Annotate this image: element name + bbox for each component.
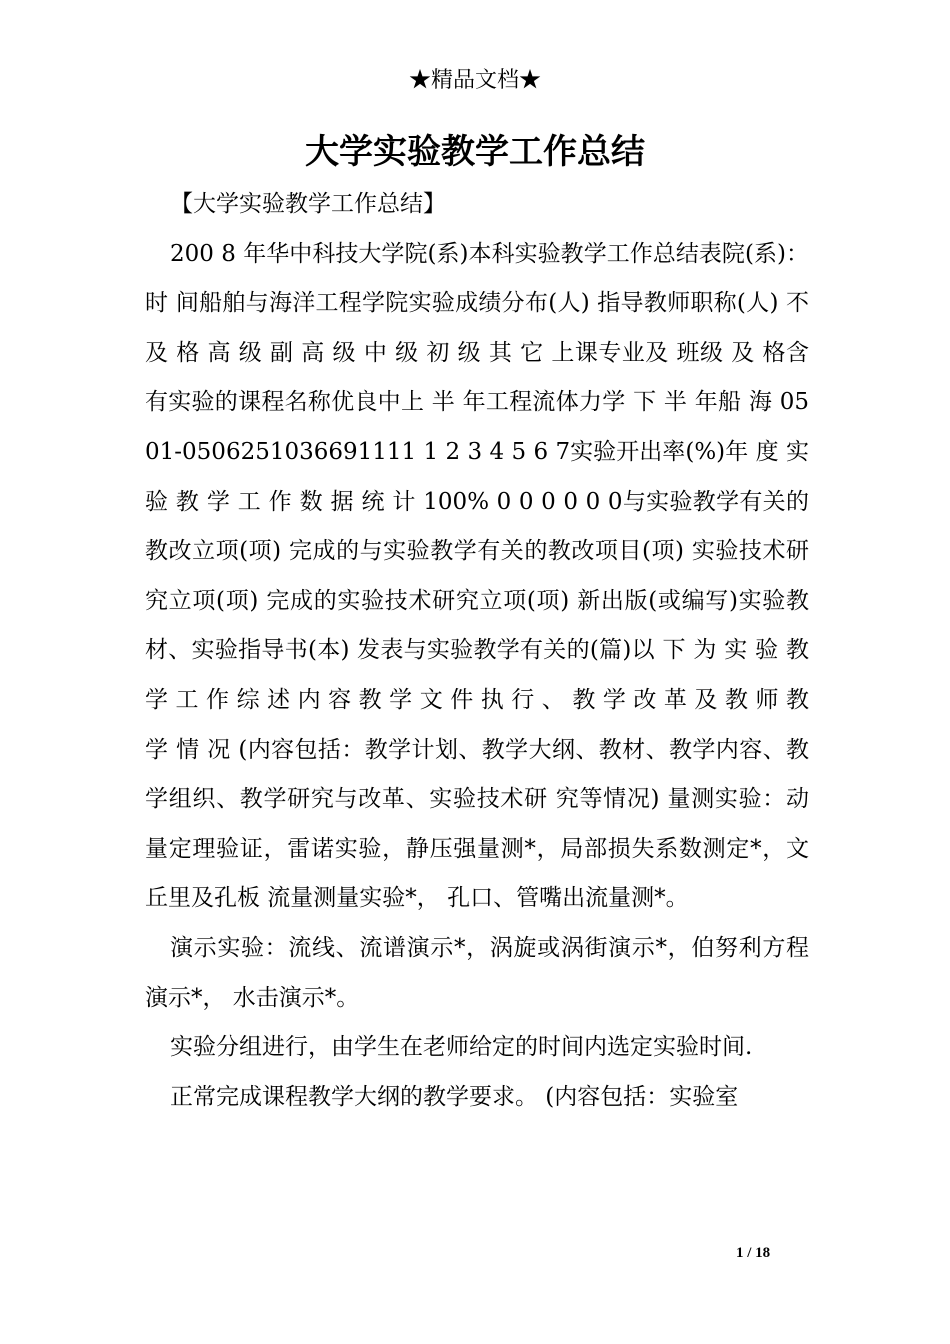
body-paragraph: 200 8 年华中科技大学院(系)本科实验教学工作总结表院(系)：时 间船舶与海洋工程学院实验成绩分布(人) 指导教师职称(人) 不 及 格 高 级 副 高 级 中 级 初 级 其 它 上课专业及 班级 及 格含有实验的课程名称优良中上 半 年工程流体力学 下 半 年船 海 0501-0506251036691111 1 2 3 4 5 6 7实验开出率(%)年 度 实 验 教 学 工 作 数 据 统 计 100% 0 0 0 0 0 0与实验教学有关的教改立项(项) 完成的与实验教学有关的教改项目(项) 实验技术研究立项(项) 完成的实验技术研究立项(项) 新出版(或编写)实验教材、实验指导书(本) 发表与实验教学有关的(篇)以 下 为 实 验 教 学 工 作 综 述 内 容 教 学 文 件 执 行 、 教 学 改 革 及 教 师 教 学 情 况 (内容包括：教学计划、教学大纲、教材、教学内容、教学组织、教学研究与改革、实验技术研 究等情况) 量测实验：动量定理验证，雷诺实验，静压强量测*，局部损失系数测定*，文丘里及孔板 流量测量实验*， 孔口、管嘴出流量测*。 <box>145 240 809 912</box>
document-body <box>145 180 809 1122</box>
page-number: 1 / 18 <box>736 1245 771 1261</box>
body-paragraph: 实验分组进行，由学生在老师给定的时间内选定实验时间. <box>170 1034 753 1061</box>
section-heading: 【大学实验教学工作总结】 <box>170 191 446 217</box>
body-paragraph: 演示实验：流线、流谱演示*，涡旋或涡街演示*，伯努利方程演示*， 水击演示*。 <box>145 934 809 1011</box>
document-title: 大学实验教学工作总结 <box>305 132 645 172</box>
body-paragraph: 正常完成课程教学大纲的教学要求。 (内容包括：实验室 <box>170 1083 739 1110</box>
page-header: ★精品文档★ <box>408 68 541 93</box>
